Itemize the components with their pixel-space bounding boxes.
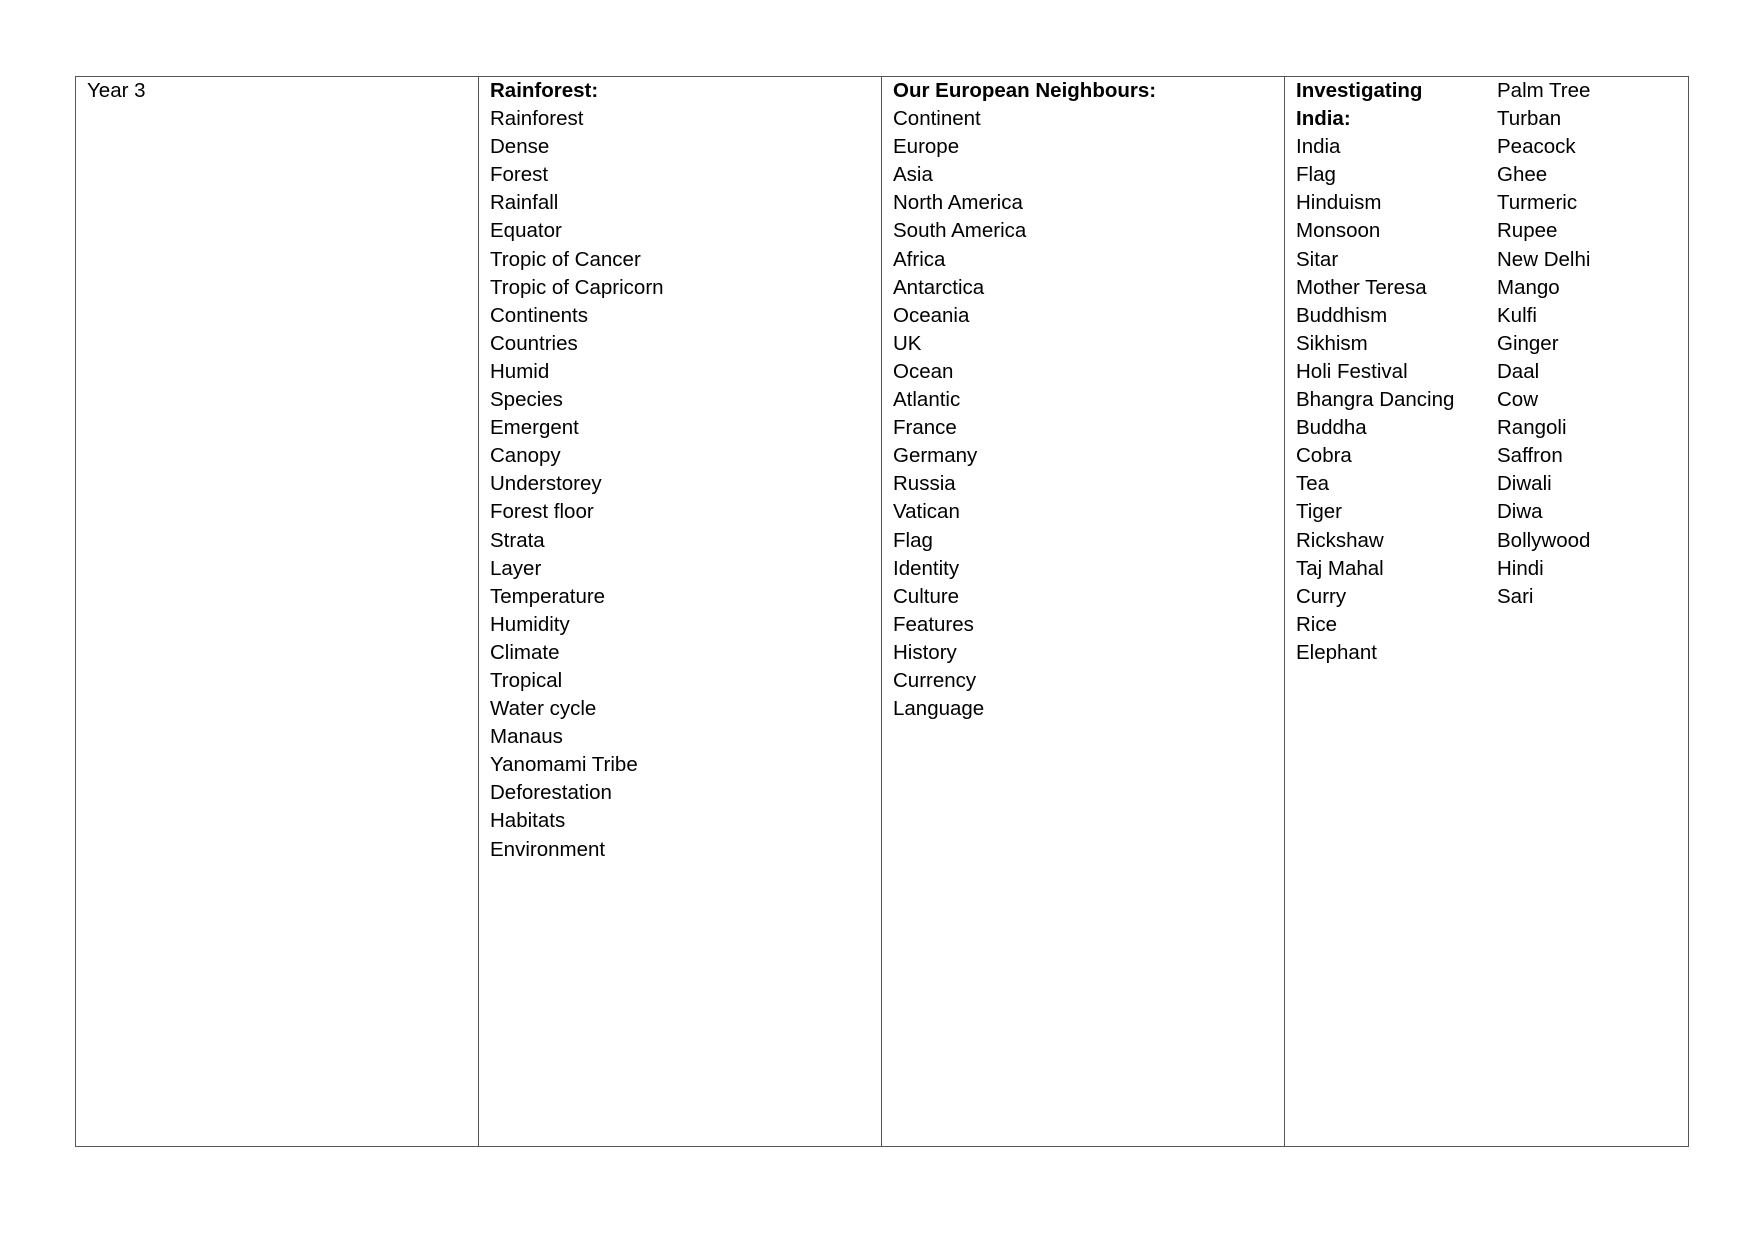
europe-word-list <box>893 105 1274 723</box>
vocab-word: Water cycle <box>490 697 597 721</box>
vocab-word: Sari <box>1497 584 1534 608</box>
vocab-word: Ocean <box>893 359 954 383</box>
vocab-word: Asia <box>893 163 933 187</box>
vocab-word: Diwa <box>1497 500 1543 524</box>
rainforest-cell <box>479 77 882 1146</box>
vocab-word: Mother Teresa <box>1296 275 1427 299</box>
vocab-word: Yanomami Tribe <box>490 753 638 777</box>
vocab-word: Habitats <box>490 809 566 833</box>
india-word-list-1 <box>1296 133 1497 667</box>
vocab-word: Daal <box>1497 359 1540 383</box>
india-word-list-2 <box>1497 77 1678 611</box>
vocab-word: Atlantic <box>893 388 961 412</box>
vocab-word: Rangoli <box>1497 416 1567 440</box>
vocab-word: Africa <box>893 247 946 271</box>
vocab-word: Climate <box>490 640 560 664</box>
vocab-word: Vatican <box>893 500 960 524</box>
vocab-word: Hindi <box>1497 556 1544 580</box>
europe-heading: Our European Neighbours: <box>893 79 1157 102</box>
year-cell <box>76 77 479 1146</box>
vocab-word: Tropic of Capricorn <box>490 275 664 299</box>
vocab-word: Rickshaw <box>1296 528 1384 552</box>
vocab-word: Bhangra Dancing <box>1296 388 1455 412</box>
vocab-word: Saffron <box>1497 444 1563 468</box>
vocab-word: North America <box>893 191 1023 215</box>
vocab-word: Forest floor <box>490 500 594 524</box>
vocab-word: Buddhism <box>1296 303 1388 327</box>
rainforest-heading: Rainforest: <box>490 79 599 102</box>
vocab-word: Turmeric <box>1497 191 1578 215</box>
vocab-word: Tropical <box>490 668 563 692</box>
vocab-word: Identity <box>893 556 960 580</box>
vocab-word: Peacock <box>1497 135 1576 159</box>
vocab-word: Tiger <box>1296 500 1342 524</box>
india-cell <box>1285 77 1688 1146</box>
vocab-word: Layer <box>490 556 542 580</box>
vocab-word: Manaus <box>490 725 563 749</box>
vocab-word: Oceania <box>893 303 970 327</box>
vocab-word: Equator <box>490 219 562 243</box>
india-heading-line2: India: <box>1296 107 1351 131</box>
vocab-word: Temperature <box>490 584 606 608</box>
vocab-word: Currency <box>893 668 977 692</box>
vocab-word: Hinduism <box>1296 191 1382 215</box>
vocab-word: Canopy <box>490 444 561 468</box>
vocab-word: Features <box>893 612 974 636</box>
vocab-word: France <box>893 416 957 440</box>
india-heading-line1: Investigating <box>1296 79 1423 102</box>
vocab-word: Antarctica <box>893 275 985 299</box>
vocabulary-table <box>75 76 1689 1147</box>
vocab-word: Diwali <box>1497 472 1552 496</box>
vocab-word: South America <box>893 219 1027 243</box>
vocab-word: Continent <box>893 107 981 131</box>
vocab-word: UK <box>893 331 922 355</box>
vocab-word: Cow <box>1497 388 1539 412</box>
vocab-word: Tropic of Cancer <box>490 247 641 271</box>
vocab-word: Humid <box>490 359 550 383</box>
vocab-word: Curry <box>1296 584 1347 608</box>
vocab-word: Deforestation <box>490 781 612 805</box>
vocab-word: India <box>1296 135 1341 159</box>
vocab-word: Russia <box>893 472 956 496</box>
vocab-word: Europe <box>893 135 960 159</box>
vocab-word: Bollywood <box>1497 528 1591 552</box>
vocab-word: Holi Festival <box>1296 359 1408 383</box>
vocab-word: Tea <box>1296 472 1330 496</box>
vocab-word: Emergent <box>490 416 579 440</box>
vocab-word: Monsoon <box>1296 219 1381 243</box>
vocab-word: Countries <box>490 331 578 355</box>
vocab-word: Germany <box>893 444 978 468</box>
year-label: Year 3 <box>87 79 146 102</box>
vocab-word: Humidity <box>490 612 570 636</box>
vocab-word: Sikhism <box>1296 331 1368 355</box>
india-column-1 <box>1296 77 1497 667</box>
vocab-word: Flag <box>1296 163 1336 187</box>
vocab-word: Palm Tree <box>1497 79 1591 102</box>
vocab-word: Rice <box>1296 612 1338 636</box>
india-column-2 <box>1497 77 1678 667</box>
vocab-word: Forest <box>490 163 549 187</box>
europe-cell <box>882 77 1285 1146</box>
vocab-word: New Delhi <box>1497 247 1591 271</box>
vocab-word: Rainfall <box>490 191 559 215</box>
vocab-word: Sitar <box>1296 247 1339 271</box>
vocab-word: Continents <box>490 303 589 327</box>
vocab-word: Ginger <box>1497 331 1559 355</box>
vocab-word: Culture <box>893 584 960 608</box>
rainforest-word-list <box>490 105 871 864</box>
vocab-word: History <box>893 640 957 664</box>
vocab-word: Cobra <box>1296 444 1352 468</box>
vocab-word: Species <box>490 388 563 412</box>
vocab-word: Elephant <box>1296 640 1377 664</box>
vocab-word: Taj Mahal <box>1296 556 1384 580</box>
vocab-word: Environment <box>490 837 606 861</box>
vocab-word: Mango <box>1497 275 1560 299</box>
vocab-word: Rainforest <box>490 107 584 131</box>
vocab-word: Understorey <box>490 472 602 496</box>
india-columns <box>1296 77 1678 667</box>
vocab-word: Dense <box>490 135 550 159</box>
vocab-word: Buddha <box>1296 416 1367 440</box>
vocab-word: Flag <box>893 528 933 552</box>
vocab-word: Turban <box>1497 107 1562 131</box>
vocab-word: Rupee <box>1497 219 1558 243</box>
vocab-word: Ghee <box>1497 163 1548 187</box>
vocab-word: Language <box>893 697 985 721</box>
vocab-word: Kulfi <box>1497 303 1537 327</box>
vocab-word: Strata <box>490 528 545 552</box>
